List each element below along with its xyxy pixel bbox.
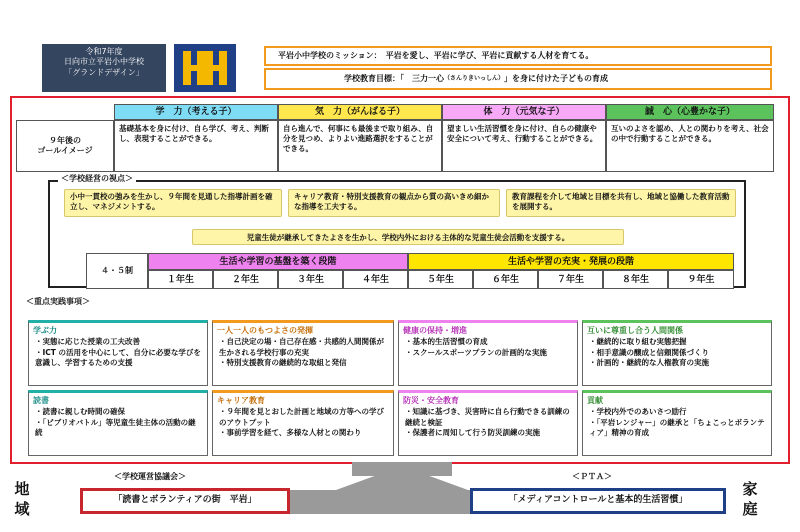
goal-row-label-line: ９年後の [48, 135, 81, 145]
community-slogan: 「読書とボランティアの街 平岩」 [80, 488, 290, 514]
grade-cell: ６年生 [473, 270, 538, 289]
goal-body-physical: 望ましい生活習慣を身に付け、自らの健康や安全について考え、行動することができる。 [442, 120, 606, 172]
education-goal-prefix: 学校教育目標：「 三力一心 [344, 74, 444, 83]
practice-card [212, 320, 394, 386]
goal-row-label [16, 120, 114, 172]
practice-card-item: ・ICT の活用を中心にして、自分に必要な学びを意識し、学習するための支援 [35, 347, 201, 368]
management-point: 小中一貫校の強みを生かし、９年間を見通した指導計画を確立し、マネジメントする。 [64, 189, 282, 217]
goal-row-label-line: ゴールイメージ [37, 146, 93, 155]
management-point-wide: 児童生徒が継承してきたよさを生かし、学校内外における主体的な児童生徒会活動を支援する。 [192, 229, 624, 245]
goal-body-sincerity: 互いのよさを認め、人との関わりを考え、社会の中で行動することができる。 [606, 120, 774, 172]
grade-cell: ５年生 [408, 270, 473, 289]
practice-card-item: ・スクールスポーツプランの計画的な実施 [405, 347, 547, 357]
school-logo [174, 44, 236, 92]
stage-development: 生活や学習の充実・発展の段階 [408, 253, 734, 270]
practice-card-item: ・知識に基づき、災害時に自ら行動できる訓練の継続と検証 [405, 407, 570, 427]
practice-card-title: 健康の保持・増進 [403, 326, 467, 335]
goal-body-spirit: 自ら進んで、何事にも最後まで取り組み、自分を見つめ、よりよい進路選択をすることができる。 [278, 120, 442, 172]
goal-head-spirit: 気 力（がんばる子） [278, 104, 442, 120]
community-council-caption: ＜学校運営協議会＞ [114, 472, 186, 481]
education-goal-suffix: 」を身に付けた子どもの育成 [504, 74, 609, 83]
grade-system-label: ４・５制 [86, 253, 148, 289]
home-slogan: 「メディアコントロールと基本的生活習慣」 [470, 488, 726, 514]
practice-card [398, 320, 578, 386]
home-label: 家庭 [742, 480, 758, 518]
practice-card-item: ・継続的に取り組む実態把握 [589, 337, 687, 347]
practice-card-title: 貢献 [587, 396, 603, 405]
practice-card [582, 320, 772, 386]
grade-cell: ２年生 [213, 270, 278, 289]
practice-card-item: ・読書に親しむ時間の確保 [35, 407, 125, 417]
practice-card-title: 学ぶ力 [33, 326, 57, 335]
school-title-line: 「グランドデザイン」 [64, 67, 144, 77]
management-title: ＜学校経営の視点＞ [58, 174, 136, 184]
grade-cell: １年生 [148, 270, 213, 289]
practice-card [28, 320, 208, 386]
goal-head-academic: 学 力（考える子） [114, 104, 278, 120]
goal-head-sincerity: 誠 心（心豊かな子） [606, 104, 774, 120]
practice-card-title: 防災・安全教育 [403, 396, 459, 405]
education-goal-reading: （さんりきいっしん） [444, 75, 505, 83]
practice-card-item: ・計画的・継続的な人権教育の実施 [589, 358, 709, 368]
grade-cell: ３年生 [278, 270, 343, 289]
mission-statement: 平岩小中学校のミッション： 平岩を愛し、平岩に学び、平岩に貢献する人材を育てる。 [264, 46, 772, 66]
practice-card-item: ・「平岩レンジャー」の継承と「ちょこっとボランティア」精神の育成 [589, 417, 765, 438]
practice-card-item: ・学校内外でのあいさつ励行 [589, 407, 687, 417]
practice-card-item: ・特別支援教育の継続的な取組と発信 [219, 358, 347, 368]
grade-cell: ７年生 [538, 270, 603, 289]
practice-card [212, 390, 394, 456]
practice-card-title: 一人一人のもつよさの発揮 [217, 326, 313, 335]
school-title-line: 令和7年度 [85, 47, 123, 56]
practice-card-item: ・相手意識の醸成と信頼関係づくり [589, 347, 709, 357]
practice-card [582, 390, 772, 456]
pta-caption: ＜ＰＴＡ＞ [572, 472, 612, 481]
practice-card-item: ・「ビブリオバトル」等児童生徒主体の活動の継続 [35, 417, 196, 438]
school-title-line: 日向市立平岩小中学校 [64, 57, 144, 67]
school-logo-mark [174, 44, 236, 92]
practice-card-item: ・９年間を見とおした計画と地域の方等への学びのアウトプット [219, 407, 384, 427]
goal-head-physical: 体 力（元気な子） [442, 104, 606, 120]
community-label: 地域 [14, 480, 30, 518]
practice-card-item: ・実態に応じた授業の工夫改善 [35, 337, 140, 347]
grade-cell: ９年生 [668, 270, 734, 289]
practice-card-item: ・事前学習を経て、多様な人材との関わり [219, 428, 362, 438]
management-point: 教育課程を介して地域と目標を共有し、地域と協働した教育活動を展開する。 [506, 189, 736, 217]
school-title-box [42, 44, 166, 92]
grade-cell: ４年生 [343, 270, 408, 289]
practice-card-item: ・保護者に周知して行う防災訓練の実施 [405, 428, 540, 438]
stage-foundation: 生活や学習の基盤を築く段階 [148, 253, 408, 270]
education-goal [264, 68, 772, 90]
practice-card-item: ・自己決定の場・自己存在感・共感的人間関係が生かされる学校行事の充実 [219, 337, 384, 357]
practice-card-title: キャリア教育 [217, 396, 265, 405]
practice-card [398, 390, 578, 456]
practice-card-item: ・基本的生活習慣の育成 [405, 337, 488, 347]
practice-card-title: 互いに尊重し合う人間関係 [587, 326, 683, 335]
practice-card [28, 390, 208, 456]
practice-card-title: 読書 [33, 396, 49, 405]
practice-title: ＜重点実践事項＞ [26, 297, 90, 306]
management-point: キャリア教育・特別支援教育の観点から質の高いきめ細かな指導を工夫する。 [288, 189, 500, 217]
goal-body-academic: 基礎基本を身に付け、自ら学び、考え、判断し、表現することができる。 [114, 120, 278, 172]
grade-cell: ８年生 [603, 270, 668, 289]
